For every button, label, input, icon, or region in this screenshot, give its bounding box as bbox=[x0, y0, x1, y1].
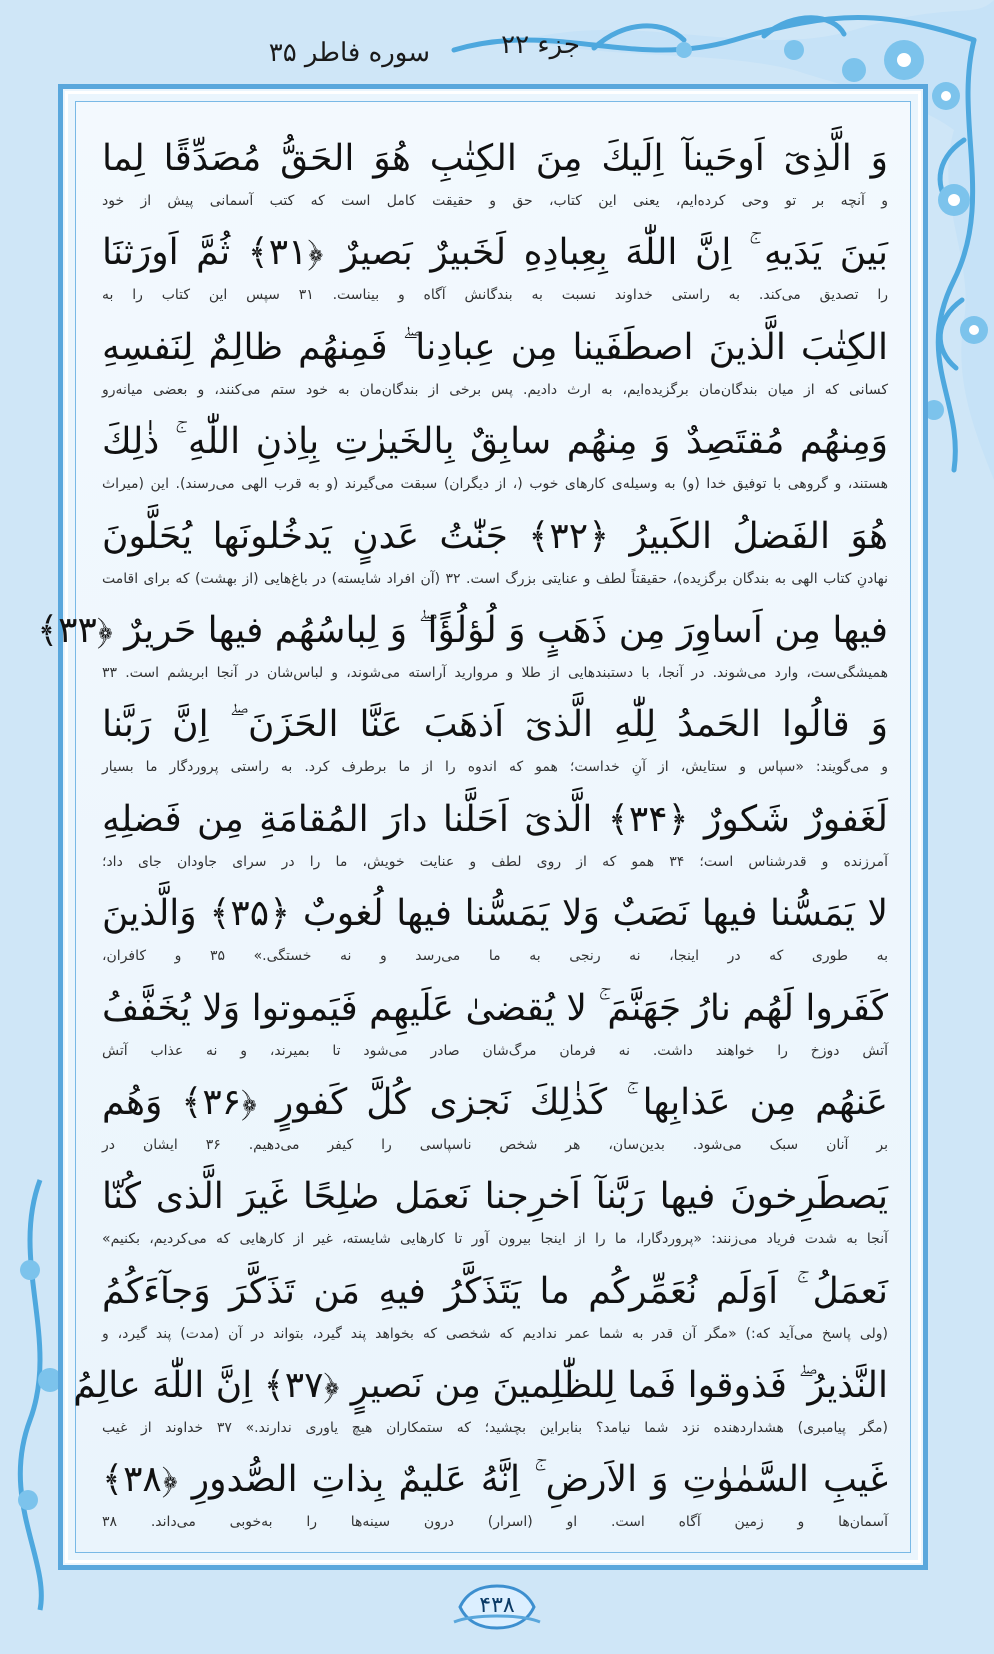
persian-translation: بر آنان سبک می‌شود. بدین‌سان، هر شخص ناسپاسی را کیفر می‌دهیم. ۳۶ ایشان در bbox=[102, 1136, 888, 1153]
verse-line bbox=[102, 789, 888, 883]
arabic-text: غَیبِ السَّمٰوٰتِ وَ الاَرضِ ۚ اِنَّهُ عَلیمٌ بِذاتِ الصُّدورِ ﴿۳۸﴾ bbox=[102, 1459, 888, 1501]
arabic-text: كَفَروا لَهُم نارُ جَهَنَّمَ ۚ لا یُقضیٰ عَلَیهِم فَیَموتوا وَلا یُخَفَّفُ bbox=[102, 987, 888, 1029]
persian-translation: و می‌گویند: «سپاس و ستایش، از آنِ خداست؛ همو که اندوه را از ما برطرف کرد. به راستی پروردگار ما بسیار bbox=[102, 759, 888, 776]
verse-line bbox=[102, 1449, 888, 1543]
arabic-text: لَغَفورٌ شَكورٌ ﴿۳۴﴾ الَّذیٓ اَحَلَّنا دارَ المُقامَةِ مِن فَضلِهِ bbox=[102, 798, 888, 840]
persian-translation: هستند، و گروهی با توفیق خدا (و) به وسیله‌ی کارهای خوب (، از دیگران) سبقت می‌گیرند (و به قرب الهی می‌رسند). این (میراث bbox=[102, 476, 888, 493]
arabic-text: الكِتٰبَ الَّذینَ اصطَفَینا مِن عِبادِنا ۖ فَمِنهُم ظالِمٌ لِنَفسِهِ bbox=[102, 326, 888, 368]
arabic-text: نَعمَلُ ۚ اَوَلَم نُعَمِّركُم ما یَتَذَكَّرُ فیهِ مَن تَذَكَّرَ وَجآءَكُمُ bbox=[102, 1270, 888, 1312]
verse-line bbox=[102, 411, 888, 505]
persian-translation: (ولی پاسخ می‌آید که:) «مگر آن قدر به شما عمر ندادیم که شخصی که بخواهد پند گیرد، بتواند در آن (مدت) پند گیرد، و bbox=[102, 1325, 888, 1342]
page-number: ۴۳۸ bbox=[479, 1593, 515, 1618]
page-number-badge bbox=[454, 1582, 540, 1632]
verse-line bbox=[102, 883, 888, 977]
persian-translation: آنجا به شدت فریاد می‌زنند: «پروردگارا، ما را از اینجا بیرون آور تا کارهایی شایسته، غیر از کارهایی که می‌کردیم، بکنیم» bbox=[102, 1231, 888, 1248]
arabic-text: لا یَمَسُّنا فیها نَصَبٌ وَلا یَمَسُّنا فیها لُغوبٌ ﴿۳۵﴾ وَالَّذینَ bbox=[102, 893, 889, 935]
arabic-text: عَنهُم مِن عَذابِها ۚ كَذٰلِكَ نَجزی كُلَّ كَفورٍ ﴿۳۶﴾ وَهُم bbox=[102, 1081, 888, 1123]
verse-line bbox=[102, 222, 888, 316]
arabic-text: النَّذیرُ ۖ فَذوقوا فَما لِلظّٰلِمینَ مِن نَصیرٍ ﴿۳۷﴾ اِنَّ اللّٰهَ عالِمُ bbox=[73, 1365, 888, 1407]
arabic-text: وَمِنهُم مُقتَصِدٌ وَ مِنهُم سابِقٌ بِالخَیرٰتِ بِاِذنِ اللّٰهِ ۚ ذٰلِكَ bbox=[102, 421, 888, 463]
persian-translation: همیشگی‌ست، وارد می‌شوند. در آنجا، با دستبندهایی از طلا و مروارید آراسته می‌شوند، و لباس‌شان در آنجا ابریشم است. ۳۳ bbox=[102, 664, 888, 681]
juz-label: جزء ۲۲ bbox=[501, 30, 580, 60]
arabic-text: فیها مِن اَساوِرَ مِن ذَهَبٍ وَ لُؤلُؤًا ۖ وَ لِباسُهُم فیها حَریرٌ ﴿۳۳﴾ bbox=[37, 609, 888, 651]
page-header bbox=[200, 30, 580, 80]
verse-line bbox=[102, 1166, 888, 1260]
verse-line bbox=[102, 506, 888, 600]
verse-line bbox=[102, 978, 888, 1072]
verse-line bbox=[102, 1261, 888, 1355]
verse-line bbox=[102, 128, 888, 222]
persian-translation: نهادنِ کتاب الهی به بندگان برگزیده)، حقیقتاً لطف و عنایتی بزرگ است. ۳۲ (آن افراد شایسته) در باغ‌هایی (از بهشت) که برای اقامت bbox=[102, 570, 888, 587]
verse-line bbox=[102, 1072, 888, 1166]
persian-translation: کسانی که از میان بندگان‌مان برگزیده‌ایم، به ارث دادیم. پس برخی از بندگان‌مان به خود ستم می‌کنند، و بعضی میانه‌رو bbox=[102, 381, 888, 398]
arabic-text: وَ قالُوا الحَمدُ لِلّٰهِ الَّذیٓ اَذهَبَ عَنَّا الحَزَنَ ۖ اِنَّ رَبَّنا bbox=[102, 704, 888, 746]
persian-translation: را تصدیق می‌کند. به راستی خداوند نسبت به بندگانش آگاه و بیناست. ۳۱ سپس این کتاب را به bbox=[102, 287, 888, 304]
verse-lines bbox=[37, 128, 889, 1544]
verse-line bbox=[37, 600, 888, 694]
persian-translation: (مگر پیامبری) هشداردهنده نزد شما نیامد؟ بنابراین بچشید؛ که ستمکاران هیچ یاوری ندارند.» ۳۷ خداوند از غیب bbox=[102, 1420, 888, 1437]
arabic-text: یَصطَرِخونَ فیها رَبَّنآ اَخرِجنا نَعمَل صٰلِحًا غَیرَ الَّذی كُنّا bbox=[102, 1176, 888, 1218]
arabic-text: بَینَ یَدَیهِ ۚ اِنَّ اللّٰهَ بِعِبادِهِ لَخَبیرٌ بَصیرٌ ﴿۳۱﴾ ثُمَّ اَورَثنَا bbox=[102, 232, 888, 274]
persian-translation: آتش دوزخ را خواهند داشت. نه فرمان مرگ‌شان صادر می‌شود تا بمیرند، و نه عذاب آتش bbox=[102, 1042, 888, 1059]
verse-line bbox=[102, 694, 888, 788]
persian-translation: آمرزنده و قدرشناس است؛ ۳۴ همو که از روی لطف و عنایت خویش، ما را در سرای جاودان جای داد؛ bbox=[102, 853, 889, 870]
arabic-text: وَ الَّذِیٓ اَوحَینآ اِلَیكَ مِنَ الكِتٰبِ هُوَ الحَقُّ مُصَدِّقًا لِما bbox=[102, 138, 888, 179]
arabic-text: هُوَ الفَضلُ الكَبیرُ ﴿۳۲﴾ جَنّٰتُ عَدنٍ یَدخُلونَها یُحَلَّونَ bbox=[102, 515, 888, 557]
persian-translation: آسمان‌ها و زمین آگاه است. او (اسرار) درون سینه‌ها را به‌خوبی می‌داند. ۳۸ bbox=[102, 1514, 888, 1531]
persian-translation: و آنچه بر تو وحی کرده‌ایم، یعنی این کتاب، حق و حقیقت کامل است که کتب آسمانی پیش از خود bbox=[102, 193, 888, 209]
surah-label: سوره فاطر ۳۵ bbox=[268, 38, 430, 68]
verse-line bbox=[102, 317, 888, 411]
verse-line bbox=[73, 1355, 888, 1449]
persian-translation: به طوری که در اینجا، نه رنجی به ما می‌رسد و نه خستگی.» ۳۵ و کافران، bbox=[102, 948, 888, 965]
